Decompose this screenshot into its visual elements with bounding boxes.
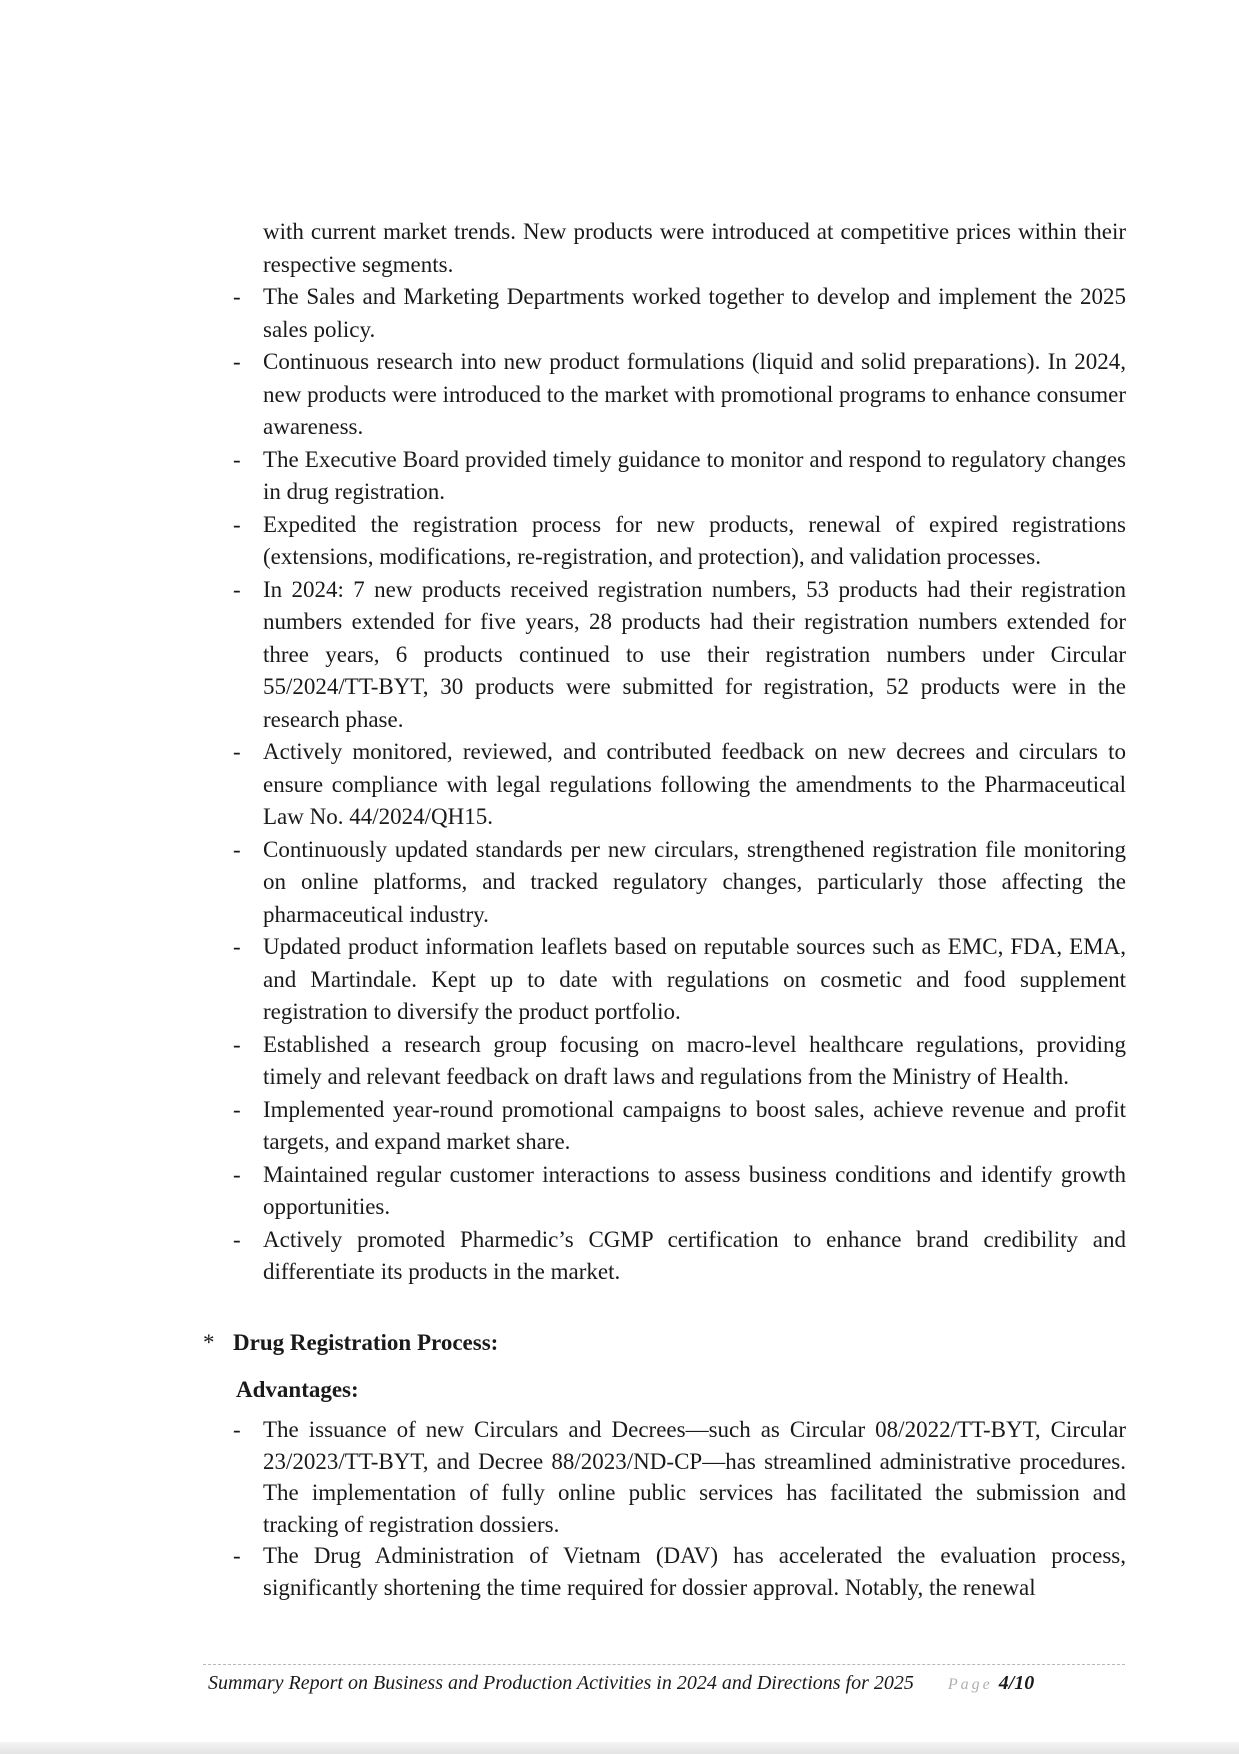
list-item (230, 1029, 1126, 1094)
list-item-text: Continuous research into new product formulations (liquid and solid preparations). In 2024, new products were introduced to the market with promotional programs to enhance consumer awareness. (263, 349, 1126, 439)
continued-line: within their respective segments. (263, 219, 1126, 277)
dash-marker: - (233, 934, 241, 959)
dash-marker: - (233, 576, 241, 602)
list-item-text: Continuously updated standards per new circulars, strengthened registration file monitoring on online platforms, and tracked regulatory changes, particularly those affecting the pharmaceutical industry. (263, 836, 1126, 927)
dash-marker: - (233, 284, 241, 309)
list-item-text: Expedited the registration process for new products, renewal of expired registrations (extensions, modifications, re-registration, and protection), and validation processes. (263, 511, 1126, 569)
list-item (230, 1414, 1126, 1540)
continued-paragraph (263, 216, 1126, 281)
section-title: Drug Registration Process: (233, 1330, 499, 1355)
dash-marker: - (233, 836, 241, 862)
scan-bottom-edge (0, 1742, 1239, 1754)
list-item (230, 574, 1126, 737)
list-item (230, 834, 1126, 932)
list-item-text: In 2024: 7 new products received registration numbers, 53 products had their registration numbers extended for five years, 28 products had their registration numbers extended for three years, 6 products continued to use their registration numbers under Circular 55/2024/TT-BYT, 30 products were submitted for registration, 52 products were in the research phase. (263, 576, 1126, 732)
list-item (230, 1540, 1126, 1603)
page-number: 4/10 (998, 1672, 1035, 1694)
footer-title: Summary Report on Business and Production Activities in 2024 and Directions for 2025 (208, 1672, 914, 1694)
list-item (230, 1224, 1126, 1289)
list-item (230, 346, 1126, 444)
list-item-text: Updated product information leaflets based on reputable sources such as EMC, FDA, EMA, and Martindale. Kept up to date with regulations on cosmetic and food supplement registration to diversify the product portfolio. (263, 934, 1126, 1024)
continued-line: with current market trends. New products were introduced at competitive prices (263, 219, 1011, 244)
list-item-text: The issuance of new Circulars and Decrees—such as Circular 08/2022/TT-BYT, Circular 23/2023/TT-BYT, and Decree 88/2023/ND-CP—has streamlined administrative procedures. The implementation of fully online public services has facilitated the submission and tracking of registration dossiers. (263, 1417, 1126, 1537)
page-label: Page (947, 1676, 993, 1693)
dash-marker: - (233, 1161, 241, 1187)
list-item (230, 736, 1126, 834)
dash-marker: - (233, 511, 241, 537)
list-item (230, 281, 1126, 346)
list-item (230, 931, 1126, 1029)
page-footer (208, 1669, 1123, 1699)
list-item-text: The Sales and Marketing Departments worked together to develop and implement the 2025 sales policy. (263, 284, 1126, 342)
dash-marker: - (233, 1031, 241, 1057)
dash-marker: - (233, 739, 241, 764)
list-item-text: Established a research group focusing on macro-level healthcare regulations, providing timely and relevant feedback on draft laws and regulations from the Ministry of Health. (263, 1031, 1126, 1089)
list-item-text: Maintained regular customer interactions to assess business conditions and identify growth opportunities. (263, 1161, 1126, 1219)
footer-divider (203, 1664, 1125, 1665)
dash-marker: - (233, 1226, 241, 1252)
section-heading (203, 1327, 498, 1359)
list-item (230, 444, 1126, 509)
dash-marker: - (233, 1096, 241, 1122)
list-item-text: The Drug Administration of Vietnam (DAV) has accelerated the evaluation process, significantly shortening the time required for dossier approval. Notably, the renewal (263, 1543, 1126, 1600)
list-item (230, 1094, 1126, 1159)
list-item (230, 1159, 1126, 1224)
activities-bullet-list (230, 281, 1126, 1289)
dash-marker: - (233, 446, 241, 472)
list-item-text: Actively promoted Pharmedic’s CGMP certification to enhance brand credibility and differentiate its products in the market. (263, 1226, 1126, 1284)
advantages-list (230, 1414, 1126, 1603)
list-item-text: The Executive Board provided timely guidance to monitor and respond to regulatory changes in drug registration. (263, 446, 1126, 504)
asterisk-marker: * (203, 1330, 215, 1355)
dash-marker: - (233, 1543, 241, 1568)
list-item-text: Actively monitored, reviewed, and contributed feedback on new decrees and circulars to ensure compliance with legal regulations following the amendments to the Pharmaceutical Law No. 44/2024/QH15. (263, 739, 1126, 829)
dash-marker: - (233, 349, 241, 374)
list-item (230, 509, 1126, 574)
advantages-heading: Advantages: (236, 1377, 359, 1402)
list-item-text: Implemented year-round promotional campaigns to boost sales, achieve revenue and profit targets, and expand market share. (263, 1096, 1126, 1154)
dash-marker: - (233, 1417, 241, 1442)
